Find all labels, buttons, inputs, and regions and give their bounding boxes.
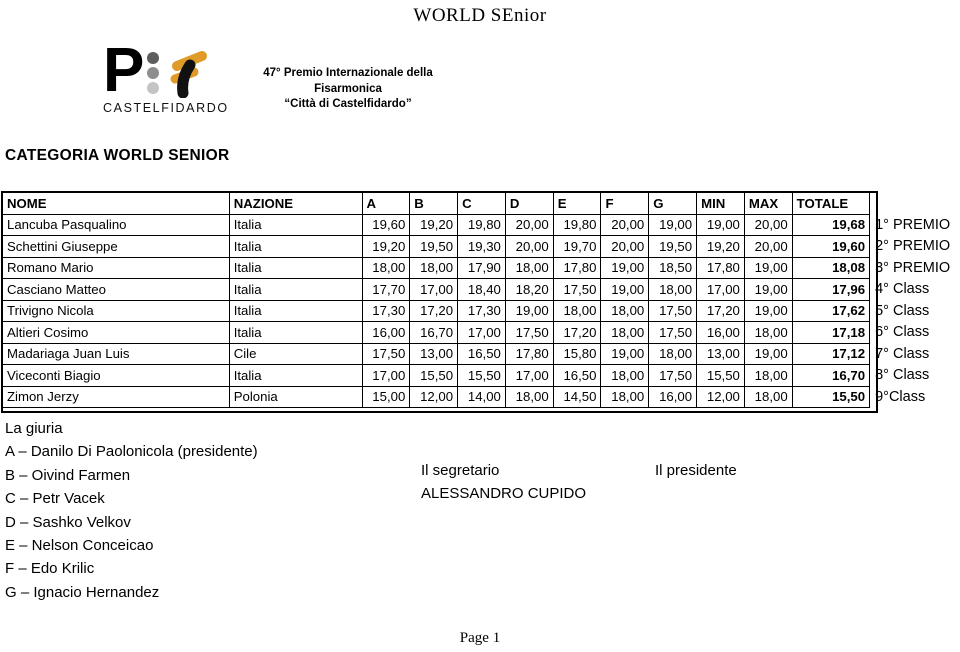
- cell-nation: Italia: [229, 279, 362, 301]
- column-header-g: G: [649, 193, 697, 215]
- cell-score-a: 17,00: [362, 365, 410, 387]
- table-row: [3, 300, 960, 322]
- cell-score-f: 19,00: [601, 279, 649, 301]
- event-title: [238, 66, 458, 113]
- cell-name: Zimon Jerzy: [3, 386, 230, 408]
- cell-score-c: 19,80: [458, 214, 506, 236]
- cell-nation: Italia: [229, 257, 362, 279]
- jury-member-c: C – Petr Vacek: [5, 490, 105, 508]
- cell-score-e: 14,50: [553, 386, 601, 408]
- cell-score-f: 18,00: [601, 365, 649, 387]
- cell-score-a: 16,00: [362, 322, 410, 344]
- cell-score-e: 19,70: [553, 236, 601, 258]
- cell-score-b: 17,00: [410, 279, 458, 301]
- document-title: WORLD SEnior: [413, 5, 547, 26]
- column-header-nazione: NAZIONE: [229, 193, 362, 215]
- cell-score-g: 17,50: [649, 322, 697, 344]
- cell-score-f: 20,00: [601, 214, 649, 236]
- cell-score-d: 20,00: [505, 214, 553, 236]
- cell-min: 12,00: [697, 386, 745, 408]
- cell-score-c: 15,50: [458, 365, 506, 387]
- cell-total: 18,08: [792, 257, 869, 279]
- cell-name: Madariaga Juan Luis: [3, 343, 230, 365]
- results-table: [2, 192, 960, 408]
- category-heading: CATEGORIA WORLD SENIOR: [5, 147, 230, 164]
- cell-min: 16,00: [697, 322, 745, 344]
- cell-score-c: 17,30: [458, 300, 506, 322]
- cell-score-c: 17,00: [458, 322, 506, 344]
- president-label: Il presidente: [655, 462, 737, 479]
- cell-score-d: 17,00: [505, 365, 553, 387]
- cell-total: 17,18: [792, 322, 869, 344]
- cell-score-c: 18,40: [458, 279, 506, 301]
- column-header-max: MAX: [744, 193, 792, 215]
- cell-score-g: 18,00: [649, 343, 697, 365]
- cell-score-d: 20,00: [505, 236, 553, 258]
- jury-member-f: F – Edo Krilic: [5, 560, 95, 578]
- column-header-e: E: [553, 193, 601, 215]
- cell-min: 17,20: [697, 300, 745, 322]
- cell-score-b: 12,00: [410, 386, 458, 408]
- column-header-d: D: [505, 193, 553, 215]
- cell-score-a: 19,60: [362, 214, 410, 236]
- cell-score-d: 18,20: [505, 279, 553, 301]
- cell-min: 19,00: [697, 214, 745, 236]
- rank-label: 5° Class: [875, 302, 930, 319]
- table-row: [3, 236, 960, 258]
- cell-total: 17,96: [792, 279, 869, 301]
- cell-max: 20,00: [744, 214, 792, 236]
- cell-score-b: 16,70: [410, 322, 458, 344]
- table-row: [3, 343, 960, 365]
- cell-min: 17,80: [697, 257, 745, 279]
- logo-letter-p: P: [103, 36, 143, 105]
- cell-score-b: 13,00: [410, 343, 458, 365]
- rank-label: 7° Class: [875, 345, 930, 362]
- cell-total: 15,50: [792, 386, 869, 408]
- jury-section: [5, 417, 258, 604]
- cell-score-e: 19,80: [553, 214, 601, 236]
- cell-score-f: 18,00: [601, 322, 649, 344]
- cell-score-f: 19,00: [601, 343, 649, 365]
- cell-score-e: 15,80: [553, 343, 601, 365]
- event-title-line2: Fisarmonica: [314, 82, 382, 95]
- cell-max: 19,00: [744, 343, 792, 365]
- cell-score-d: 18,00: [505, 386, 553, 408]
- rank-label: 9°Class: [875, 388, 926, 405]
- cell-name: Trivigno Nicola: [3, 300, 230, 322]
- cell-score-b: 19,50: [410, 236, 458, 258]
- cell-score-e: 17,20: [553, 322, 601, 344]
- table-row: [3, 322, 960, 344]
- rank-label: 4° Class: [875, 281, 930, 298]
- cell-max: 19,00: [744, 279, 792, 301]
- cell-max: 19,00: [744, 257, 792, 279]
- secretary-name: ALESSANDRO CUPIDO: [421, 485, 587, 502]
- cell-total: 19,60: [792, 236, 869, 258]
- cell-score-a: 17,50: [362, 343, 410, 365]
- cell-name: Romano Mario: [3, 257, 230, 279]
- event-title-line1: 47° Premio Internazionale della: [263, 67, 433, 79]
- cell-score-f: 18,00: [601, 300, 649, 322]
- cell-score-c: 17,90: [458, 257, 506, 279]
- cell-min: 13,00: [697, 343, 745, 365]
- cell-score-d: 18,00: [505, 257, 553, 279]
- column-header-totale: TOTALE: [792, 193, 869, 215]
- event-title-line3: “Città di Castelfidardo”: [284, 98, 412, 110]
- cell-name: Viceconti Biagio: [3, 365, 230, 387]
- column-header-b: B: [410, 193, 458, 215]
- cell-nation: Italia: [229, 365, 362, 387]
- cell-max: 20,00: [744, 236, 792, 258]
- cell-score-e: 18,00: [553, 300, 601, 322]
- cell-score-g: 17,50: [649, 365, 697, 387]
- jury-member-g: G – Ignacio Hernandez: [5, 583, 160, 601]
- table-row: [3, 257, 960, 279]
- cell-score-b: 19,20: [410, 214, 458, 236]
- cell-score-g: 19,50: [649, 236, 697, 258]
- cell-nation: Italia: [229, 300, 362, 322]
- cell-nation: Cile: [229, 343, 362, 365]
- jury-member-b: B – Oivind Farmen: [5, 466, 131, 484]
- page-number: Page 1: [459, 630, 501, 646]
- cell-min: 19,20: [697, 236, 745, 258]
- cell-score-g: 18,00: [649, 279, 697, 301]
- cell-nation: Italia: [229, 236, 362, 258]
- cell-score-g: 16,00: [649, 386, 697, 408]
- cell-max: 18,00: [744, 365, 792, 387]
- cell-score-b: 15,50: [410, 365, 458, 387]
- logo-dots-icon: [147, 52, 159, 94]
- column-header-f: F: [601, 193, 649, 215]
- cell-score-g: 17,50: [649, 300, 697, 322]
- jury-heading: La giuria: [5, 420, 63, 437]
- cell-name: Altieri Cosimo: [3, 322, 230, 344]
- cell-score-g: 19,00: [649, 214, 697, 236]
- cell-score-e: 16,50: [553, 365, 601, 387]
- cell-nation: Italia: [229, 322, 362, 344]
- cell-total: 16,70: [792, 365, 869, 387]
- cell-score-c: 14,00: [458, 386, 506, 408]
- table-row: [3, 214, 960, 236]
- cell-nation: Italia: [229, 214, 362, 236]
- jury-member-a: A – Danilo Di Paolonicola (presidente): [5, 443, 258, 461]
- column-header-a: A: [362, 193, 410, 215]
- secretary-label: Il segretario: [421, 462, 500, 479]
- cell-nation: Polonia: [229, 386, 362, 408]
- logo-wordmark: CASTELFIDARDO: [103, 101, 229, 115]
- cell-max: 19,00: [744, 300, 792, 322]
- cell-score-d: 17,50: [505, 322, 553, 344]
- cell-score-c: 19,30: [458, 236, 506, 258]
- column-header-rank-spacer: [870, 193, 960, 215]
- rank-label: 3° PREMIO: [875, 259, 951, 276]
- cell-score-g: 18,50: [649, 257, 697, 279]
- logo-f-icon: [162, 46, 212, 98]
- pif-logo: [103, 36, 235, 115]
- cell-score-e: 17,50: [553, 279, 601, 301]
- cell-score-a: 17,30: [362, 300, 410, 322]
- table-row: [3, 279, 960, 301]
- table-row: [3, 365, 960, 387]
- results-table-wrap: [2, 192, 960, 408]
- rank-label: 1° PREMIO: [875, 216, 951, 233]
- cell-max: 18,00: [744, 322, 792, 344]
- cell-score-f: 19,00: [601, 257, 649, 279]
- cell-score-a: 18,00: [362, 257, 410, 279]
- cell-total: 17,62: [792, 300, 869, 322]
- cell-score-d: 19,00: [505, 300, 553, 322]
- table-row: [3, 386, 960, 408]
- column-header-min: MIN: [697, 193, 745, 215]
- rank-label: 6° Class: [875, 324, 930, 341]
- cell-min: 15,50: [697, 365, 745, 387]
- cell-score-a: 19,20: [362, 236, 410, 258]
- cell-max: 18,00: [744, 386, 792, 408]
- table-header-row: [3, 193, 960, 215]
- pif-logo-mark: [103, 36, 235, 105]
- column-header-c: C: [458, 193, 506, 215]
- cell-score-d: 17,80: [505, 343, 553, 365]
- cell-score-a: 15,00: [362, 386, 410, 408]
- cell-score-b: 18,00: [410, 257, 458, 279]
- cell-name: Schettini Giuseppe: [3, 236, 230, 258]
- cell-score-f: 20,00: [601, 236, 649, 258]
- cell-total: 17,12: [792, 343, 869, 365]
- cell-min: 17,00: [697, 279, 745, 301]
- rank-label: 8° Class: [875, 367, 930, 384]
- cell-score-f: 18,00: [601, 386, 649, 408]
- cell-score-e: 17,80: [553, 257, 601, 279]
- cell-score-b: 17,20: [410, 300, 458, 322]
- jury-member-d: D – Sashko Velkov: [5, 513, 131, 531]
- column-header-nome: NOME: [3, 193, 230, 215]
- cell-name: Casciano Matteo: [3, 279, 230, 301]
- jury-member-e: E – Nelson Conceicao: [5, 537, 154, 555]
- cell-name: Lancuba Pasqualino: [3, 214, 230, 236]
- cell-score-c: 16,50: [458, 343, 506, 365]
- cell-total: 19,68: [792, 214, 869, 236]
- cell-score-a: 17,70: [362, 279, 410, 301]
- rank-label: 2° PREMIO: [875, 238, 951, 255]
